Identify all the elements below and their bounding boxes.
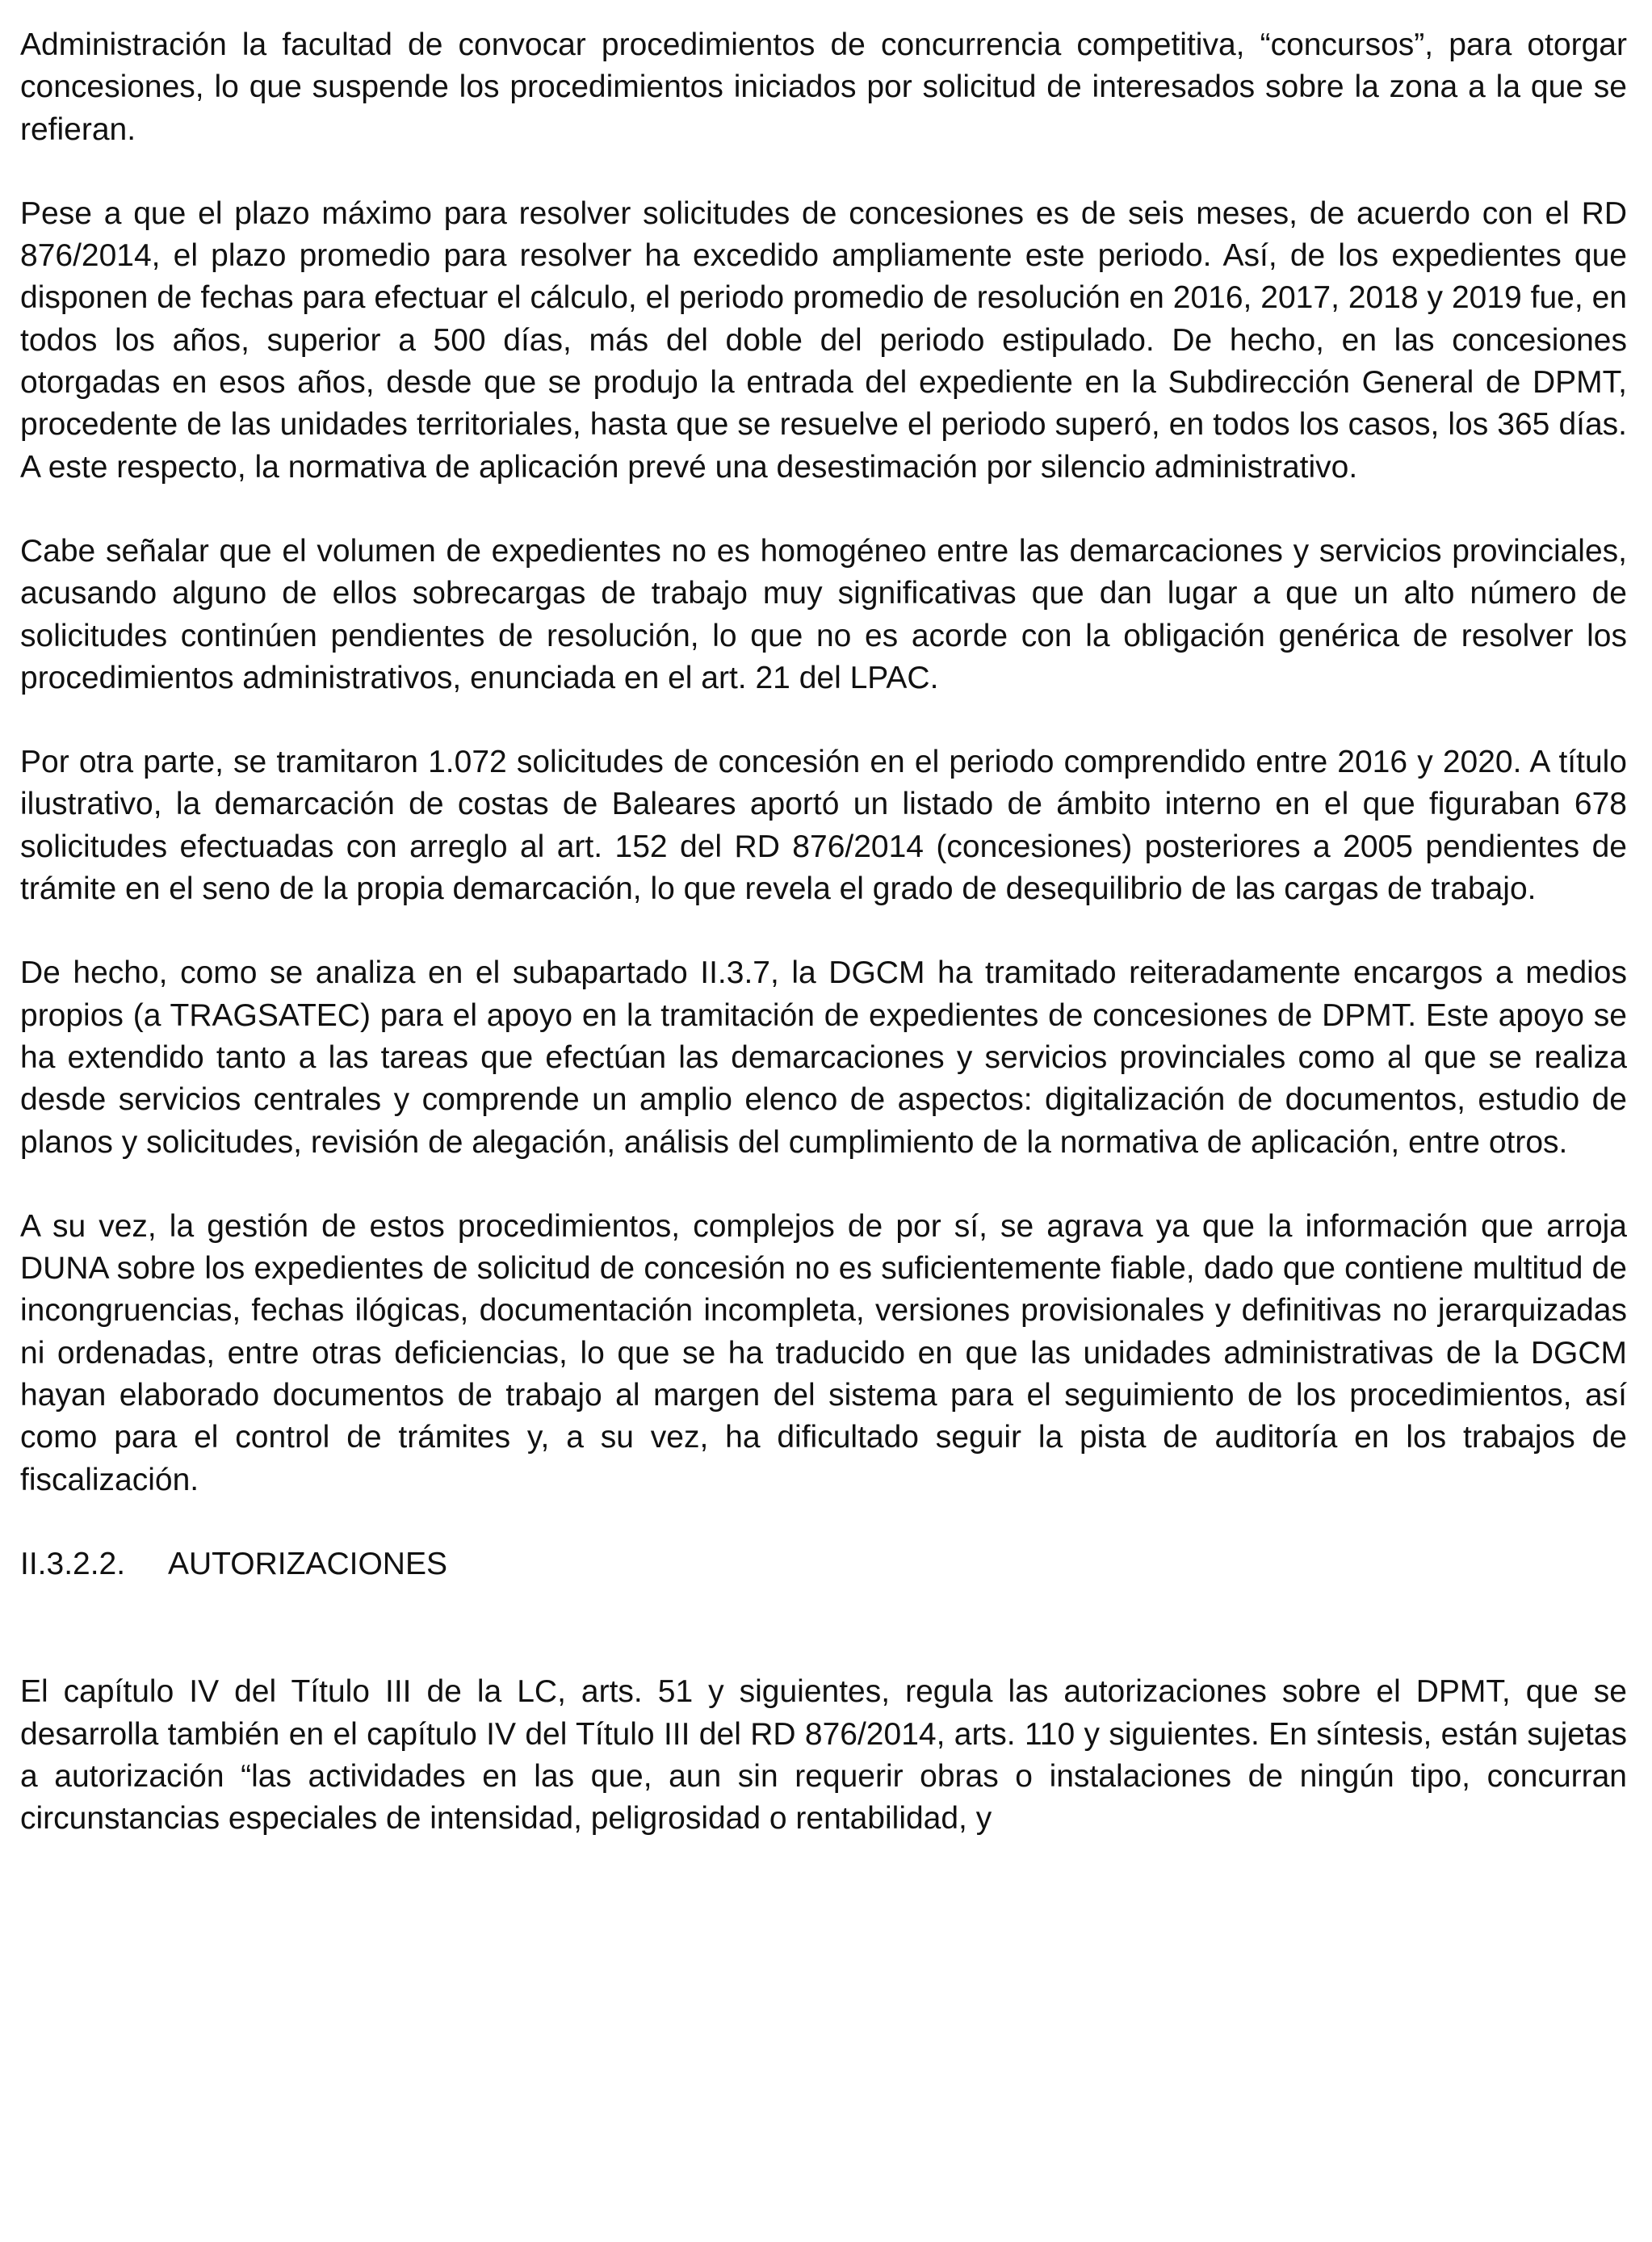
paragraph-autorizaciones: El capítulo IV del Título III de la LC, arts. 51 y siguientes, regula las autorizaciones sobre el DPMT, que se desarrolla también en el capítulo IV del Título III del RD 876/2014, arts. 110 y siguientes. En síntesis, están sujetas a autorización “las actividades en las que, aun sin requerir obras o instalaciones de ningún tipo, concurran circunstancias especiales de intensidad, peligrosidad o rentabilidad, y bbox=[20, 1674, 1627, 1837]
paragraph-solicitudes-baleares: Por otra parte, se tramitaron 1.072 solicitudes de concesión en el periodo comprendido entre 2016 y 2020. A título ilustrativo, la demarcación de costas de Baleares aportó un listado de ámbito interno en el que figuraban 678 solicitudes efectuadas con arreglo al art. 152 del RD 876/2014 (concesiones) posteriores a 2005 pendientes de trámite en el seno de la propia demarcación, lo que revela el grado de desequilibrio de las cargas de trabajo. bbox=[20, 745, 1627, 907]
paragraph-plazo-resolucion: Pese a que el plazo máximo para resolver solicitudes de concesiones es de seis meses, de acuerdo con el RD 876/2014, el plazo promedio para resolver ha excedido ampliamente este periodo. Así, de los expedientes que disponen de fechas para efectuar el cálculo, el periodo promedio de resolución en 2016, 2017, 2018 y 2019 fue, en todos los años, superior a 500 días, más del doble del periodo estipulado. De hecho, en las concesiones otorgadas en esos años, desde que se produjo la entrada del expediente en la Subdirección General de DPMT, procedente de las unidades territoriales, hasta que se resuelve el periodo superó, en todos los casos, los 365 días. A este respecto, la normativa de aplicación prevé una desestimación por silencio administrativo. bbox=[20, 195, 1627, 485]
document-page bbox=[20, 24, 1627, 1840]
paragraph-encargos-tragsatec: De hecho, como se analiza en el subapartado II.3.7, la DGCM ha tramitado reiteradamente encargos a medios propios (a TRAGSATEC) para el apoyo en la tramitación de expedientes de concesiones de DPMT. Este apoyo se ha extendido tanto a las tareas que efectúan las demarcaciones y servicios provinciales como al que se realiza desde servicios centrales y comprende un amplio elenco de aspectos: digitalización de documentos, estudio de planos y solicitudes, revisión de alegación, análisis del cumplimiento de la normativa de aplicación, entre otros. bbox=[20, 955, 1627, 1160]
section-title: AUTORIZACIONES bbox=[168, 1546, 447, 1581]
section-heading bbox=[20, 1543, 1627, 1585]
paragraph-duna-fiabilidad: A su vez, la gestión de estos procedimientos, complejos de por sí, se agrava ya que la información que arroja DUNA sobre los expedientes de solicitud de concesión no es suficientemente fiable, dado que contiene multitud de incongruencias, fechas ilógicas, documentación incompleta, versiones provisionales y definitivas no jerarquizadas ni ordenadas, entre otras deficiencias, lo que se ha traducido en que las unidades administrativas de la DGCM hayan elaborado documentos de trabajo al margen del sistema para el seguimiento de los procedimientos, así como para el control de trámites y, a su vez, ha dificultado seguir la pista de auditoría en los trabajos de fiscalización. bbox=[20, 1208, 1627, 1497]
paragraph-concursos: Administración la facultad de convocar procedimientos de concurrencia competitiva, “concursos”, para otorgar concesiones, lo que suspende los procedimientos iniciados por solicitud de interesados sobre la zona a la que se refieran. bbox=[20, 27, 1627, 147]
paragraph-volumen-expedientes: Cabe señalar que el volumen de expedientes no es homogéneo entre las demarcaciones y servicios provinciales, acusando alguno de ellos sobrecargas de trabajo muy significativas que dan lugar a que un alto número de solicitudes continúen pendientes de resolución, lo que no es acorde con la obligación genérica de resolver los procedimientos administrativos, enunciada en el art. 21 del LPAC. bbox=[20, 533, 1627, 695]
section-number: II.3.2.2. bbox=[20, 1546, 126, 1581]
